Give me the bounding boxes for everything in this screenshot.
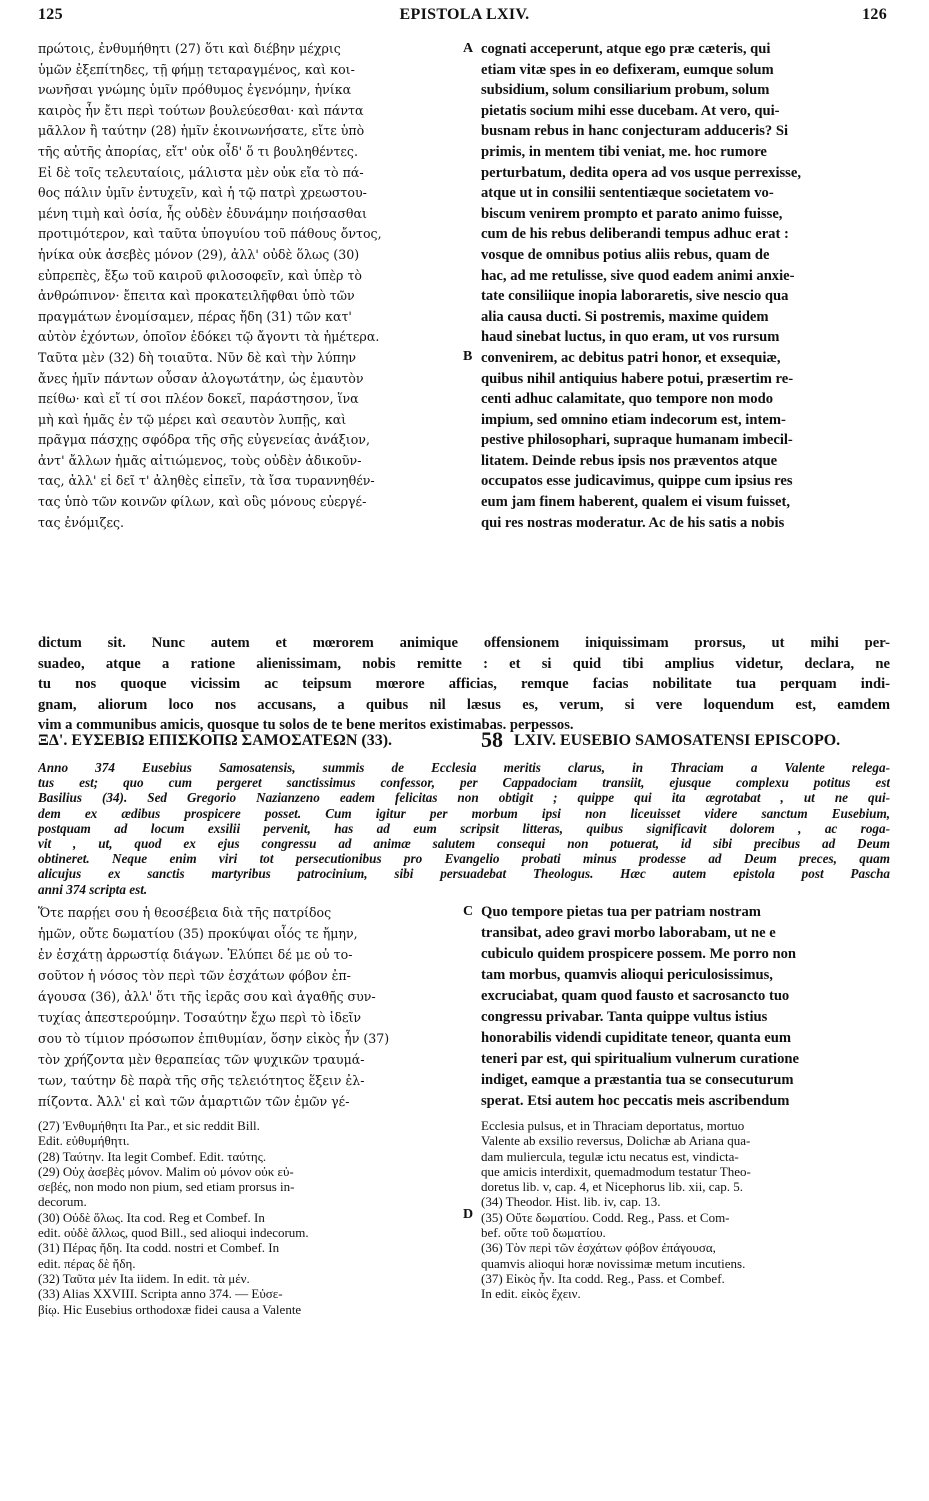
text-line: impium, sed omnino etiam indecorum est, intem-	[481, 411, 786, 428]
text-line: vim a communibus amicis, quosque tu solos de te bene meritos existimabas. perpessos.	[38, 717, 574, 734]
text-line: centi adhuc calamitate, quo tempore non modo	[481, 391, 774, 408]
footnote-line: (29) Οὐχ ἀσεβὲς μόνον. Malim οὐ μόνον οὐκ εὐ-	[38, 1163, 294, 1179]
text-line: perturbatum, dedita opera ad vos usque perrexisse,	[481, 164, 801, 181]
text-line: νωνῆσαι γνώμης ὑμῖν πρόθυμος ἐγενόμην, ἡνίκα	[38, 82, 352, 98]
footnote-line: que amicis interdixit, quemadmodum testatur Theo-	[481, 1163, 751, 1179]
footnote-line: dam muliercula, tegulæ ictu necatus est, vindicta-	[481, 1148, 739, 1164]
text-line: primis, in mentem tibi veniat, me. hoc rumore	[481, 143, 767, 160]
text-line: Ταῦτα μὲν (32) δὴ τοιαῦτα. Νῦν δὲ καὶ τὴν λύπην	[38, 349, 357, 365]
text-line: tu nos quoque vicissim ac teipsum mœrore afficias, remque facias nobilitate tua perquam indi-	[38, 676, 890, 693]
footnotes-left	[38, 1118, 458, 1317]
text-line: ἀνθρώπινον· ἔπειτα καὶ προκατειλῆφθαι ὑπὸ τῶν	[38, 288, 355, 304]
footnote-line: Valente ab exsilio reversus, Dolichæ ab Ariana qua-	[481, 1133, 751, 1149]
argument-line: dem ex ædibus prospicere posset. Cum igitur per morbum ipsi non liceuisset videre sanctum Eusebium,	[38, 805, 890, 821]
text-line: τας, ἀλλ' εἰ δεῖ τ' ἀληθὲς εἰπεῖν, τὰ ἴσα τυραννηθέν-	[38, 473, 375, 489]
letter-argument	[38, 760, 890, 897]
argument-line: postquam ad locum exsilii pervenit, has ad eum scripsit litteras, quibus significavit dolorem , ac roga-	[38, 820, 890, 836]
text-line: ἐν ἐσχάτῃ ἀρρωστίᾳ διάγων. Ἐλύπει δέ με οὐ το-	[38, 947, 353, 962]
text-line: τῆς αὐτῆς ἀπορίας, εἴτ' οὐκ οἶδ' ὅ τι βουληθέντες.	[38, 143, 358, 159]
text-line: cognati acceperunt, atque ego præ cæteris, qui	[481, 41, 771, 57]
text-line: μᾶλλον ἢ ταύτην (28) ἡμῖν ἐκοινωνήσατε, εἴτε ὑπὸ	[38, 123, 365, 139]
footnote-line: (27) Ἐνθυμήθητι Ita Par., et sic reddit Bill.	[38, 1118, 260, 1133]
argument-line: tus est; quo cum pergeret sanctissimus confessor, per Cappadociam transiit, ejusque complexu potitus est	[38, 775, 890, 791]
text-line: των, ταύτην δὲ παρὰ τῆς σῆς τελειότητος ἕξειν ἐλ-	[38, 1073, 365, 1088]
text-line: tate consiliique inopia laboraretis, sive nescio qua	[481, 288, 789, 305]
text-line: litatem. Deinde rebus ipsis nos præventos atque	[481, 452, 778, 469]
text-line: subsidium, solum consiliarium probum, solum	[481, 82, 770, 99]
text-line: εὐπρεπὲς, ἔξω τοῦ καιροῦ φιλοσοφεῖν, καὶ ὑπὲρ τὸ	[38, 267, 363, 283]
page-number-left: 125	[38, 6, 63, 23]
footnote-line: (28) Ταύτην. Ita legit Combef. Edit. ταύτης.	[38, 1148, 267, 1164]
text-line: αὐτὸν ἐχόντων, ὁποῖον ἐδόκει τῷ ἄγοντι τὰ ἡμέτερα.	[38, 329, 380, 345]
argument-line: vit , ut, quod ex ejus congressu ad animæ salutem consequi non potuerat, id sibi precibus ad Deum	[38, 836, 890, 852]
text-line: haud sinebat luctus, in quo eram, ut vos rursum	[481, 329, 780, 346]
text-line: ἄνες ἡμῖν πάντων οὖσαν ἀλογωτάτην, ὡς ἐμαυτὸν	[38, 370, 364, 386]
footnote-line: βίῳ. Hic Eusebius orthodoxæ fidei causa a Valente	[38, 1301, 302, 1317]
text-line: τὸν χρήζοντα μὲν θεραπείας τῶν ψυχικῶν τραυμά-	[38, 1052, 365, 1067]
text-line: θος πάλιν ὑμῖν ἐντυχεῖν, καὶ ἡ τῷ πατρὶ χρεωστου-	[38, 185, 367, 201]
text-line: cubiculo quidem prospicere possem. Me porro non	[481, 946, 796, 962]
footnote-line: (35) Οὔτε δωματίου. Codd. Reg., Pass. et Com-	[481, 1209, 730, 1225]
argument-line: Anno 374 Eusebius Samosatensis, summis de Ecclesia meritis clarus, in Thraciam a Valente relega-	[38, 760, 890, 775]
text-line: eum jam finem haberent, qualem ei visum fuisset,	[481, 494, 791, 511]
footnotes-right	[481, 1118, 890, 1302]
text-line: hac, ad me retulisse, sive quod eadem animi anxie-	[481, 267, 795, 284]
footnote-line: decorum.	[38, 1194, 87, 1210]
page-number-right: 126	[862, 6, 887, 23]
margin-marker-a: A	[463, 41, 474, 56]
text-line: τας ὑπὸ τῶν κοινῶν φίλων, καὶ οὓς μόνους εὐεργέ-	[38, 494, 367, 510]
text-line: τας ἐνόμιζες.	[38, 514, 125, 530]
latin-column-letter	[481, 902, 890, 1112]
text-line: atque ut in consilii sententiæque societatem vo-	[481, 185, 774, 202]
text-line: cum de his rebus deliberandi tempus adhuc erat :	[481, 226, 789, 243]
greek-column-letter	[38, 902, 458, 1112]
text-line: tam morbus, quamvis alioqui periculosissimus,	[481, 967, 773, 983]
text-line: προτιμότερον, καὶ ταῦτα ὑπογυίου τοῦ πάθους ὄντος,	[38, 226, 382, 242]
text-line: μὴ καὶ ἡμᾶς ἐν τῷ μέρει καὶ σεαυτὸν λυπῇς, καὶ	[38, 411, 347, 427]
text-line: quibus nihil antiquius habere potui, præsertim re-	[481, 370, 794, 387]
argument-line: anni 374 scripta est.	[38, 881, 148, 897]
text-line: alia causa ducti. Si postremis, maxime quidem	[481, 308, 769, 325]
text-line: ἡμῶν, οὔτε δωματίου (35) προκύψαι οἷός τε ἤμην,	[38, 926, 358, 941]
text-line: σοῦτον ἡ νόσος τὸν περὶ τῶν ἐσχάτων φόβον ἐπ-	[38, 968, 351, 983]
text-line: Ὅτε παρῄει σου ἡ θεοσέβεια διὰ τῆς πατρίδος	[38, 905, 332, 920]
text-line: congressu privabar. Tanta quippe vultus istius	[481, 1009, 768, 1025]
footnote-line: (33) Alias XXVIII. Scripta anno 374. — Εὐσε-	[38, 1286, 283, 1302]
footnote-line: Ecclesia pulsus, et in Thraciam deportatus, mortuo	[481, 1118, 745, 1133]
running-title: EPISTOLA LXIV.	[399, 6, 530, 23]
footnote-line: edit. πέρας δὲ ἤδη.	[38, 1255, 136, 1271]
footnote-line: Edit. εὐθυμήθητι.	[38, 1133, 130, 1149]
greek-letter-title: ΞΔ'. ΕΥΣΕΒΙΩ ΕΠΙΣΚΟΠΩ ΣΑΜΟΣΑΤΕΩΝ (33).	[38, 732, 393, 749]
text-line: biscum venirem prompto et parato animo fuisse,	[481, 205, 783, 222]
latin-column-top	[481, 39, 890, 533]
text-line: τυχίας ἀπεστερούμην. Τοσαύτην ἔχω περὶ τὸ ἰδεῖν	[38, 1010, 362, 1025]
footnote-line: (34) Theodor. Hist. lib. iv, cap. 13.	[481, 1194, 661, 1210]
text-line: καιρὸς ἦν ἔτι περὶ τούτων βουλεύεσθαι· καὶ πάντα	[38, 102, 364, 118]
text-line: qui res nostras moderatur. Ac de his satis a nobis	[481, 514, 785, 531]
text-line: Εἰ δὲ τοῖς τελευταίοις, μάλιστα μὲν οὐκ εἴα τὸ πά-	[38, 164, 364, 180]
latin-letter-title: LXIV. EUSEBIO SAMOSATENSI EPISCOPO.	[514, 732, 841, 749]
text-line: ἀντ' ἄλλων ἡμᾶς αἰτιώμενος, τοὺς οὐδὲν ἀδικοῦν-	[38, 452, 362, 468]
text-line: excruciabat, quam quod fausto et sacrosancto tuo	[481, 988, 790, 1004]
text-line: occupatos esse judicavimus, quippe cum ipsius res	[481, 473, 793, 490]
text-line: pietatis socium mihi esse ducebam. At vero, qui-	[481, 102, 780, 119]
argument-line: obtineret. Neque enim viri tot persecutionibus pro Evangelio probati minus prodesse ad Deum preces, quam	[38, 851, 890, 867]
text-line: πρᾶγμα πάσχῃς σφόδρα τῆς σῆς εὐγενείας ἀνάξιον,	[38, 432, 370, 448]
text-line: transibat, adeo gravi morbo laborabam, ut ne e	[481, 925, 776, 941]
text-line: sperat. Etsi autem hoc peccatis meis ascribendum	[481, 1093, 790, 1109]
footnote-line: (37) Εἰκὸς ἦν. Ita codd. Reg., Pass. et Combef.	[481, 1270, 725, 1286]
text-line: suadeo, atque a ratione alienissimam, nobis remitte : et si quid tibi amplius videtur, declara, ne	[38, 655, 890, 672]
text-line: indiget, eamque a præstantia tua se consecuturum	[481, 1072, 794, 1088]
footnote-line: (30) Οὐδὲ ὅλως. Ita cod. Reg et Combef. In	[38, 1209, 265, 1225]
text-line: Quo tempore pietas tua per patriam nostram	[481, 904, 761, 920]
greek-column-top	[38, 39, 458, 533]
argument-line: alicujus ex sanctis martyribus patrocinium, sibi persuadebat Theologus. Hæc autem epistola post Pascha	[38, 866, 890, 882]
text-line: πρώτοις, ἐνθυμήθητι (27) ὅτι καὶ διέβην μέχρις	[38, 41, 341, 56]
argument-line: Basilius (34). Sed Gregorio Nazianzeno eadem felicitas non obtigit ; quippe qui ita ægrotabat , ut ne qui-	[38, 790, 890, 806]
text-line: gnam, aliorum loco nos accusans, a quibus nil læsus es, verum, si vere loquendum est, eamdem	[38, 696, 890, 713]
text-line: σου τὸ τίμιον πρόσωπον ἐπιθυμίαν, ὅσην εἰκὸς ἦν (37)	[38, 1031, 390, 1046]
text-line: busnam rebus in hanc conjecturam adduceris? Si	[481, 123, 789, 140]
footnote-line: quamvis alioqui horæ novissimæ metum incutiens.	[481, 1255, 746, 1271]
text-line: πίζοντα. Ἀλλ' εἰ καὶ τῶν ἁμαρτιῶν τῶν ἐμῶν γέ-	[38, 1094, 350, 1109]
text-line: etiam vitæ spes in eo defixeram, eumque solum	[481, 61, 774, 78]
text-line: ἡνίκα οὐκ ἀσεβὲς μόνον (29), ἀλλ' οὐδὲ ὅλως (30)	[38, 246, 360, 262]
text-line: convenirem, ac debitus patri honor, et exsequiæ,	[481, 349, 781, 366]
text-line: πραγμάτων ἐνομίσαμεν, πέρας ἤδη (31) τῶν κατ'	[38, 308, 352, 324]
text-line: dictum sit. Nunc autem et mœrorem animique offensionem iniquissimam prorsus, ut mihi per-	[38, 635, 890, 651]
footnote-line: bef. οὔτε τοῦ δωματίου.	[481, 1225, 606, 1241]
text-line: honorabilis videndi cupiditate teneor, quanta eum	[481, 1030, 792, 1046]
footnote-line: (31) Πέρας ἤδη. Ita codd. nostri et Combef. In	[38, 1240, 280, 1256]
text-line: teneri par est, qui spiritualium vulnerum curatione	[481, 1051, 799, 1067]
footnote-line: In edit. εἰκὸς ἔχειν.	[481, 1286, 581, 1302]
margin-marker-c: C	[463, 904, 474, 919]
footnote-line: (32) Ταῦτα μέν Ita iidem. In edit. τὰ μέν.	[38, 1270, 250, 1286]
footnote-line: σεβές, non modo non pium, sed etiam prorsus in-	[38, 1179, 295, 1195]
full-width-text	[38, 633, 890, 736]
text-line: πείθω· καὶ εἴ τί σοι πλέον δοκεῖ, παράστησον, ἵνα	[38, 391, 359, 407]
footnote-line: doretus lib. v, cap. 4, et Nicephorus lib. xii, cap. 5.	[481, 1179, 743, 1195]
text-line: μένη τιμὴ καὶ ὁσία, ἧς οὐδὲν ἐδυνάμην ποιήσασθαι	[38, 205, 367, 221]
footnote-line: (36) Τὸν περὶ τῶν ἐσχάτων φόβον ἐπάγουσα,	[481, 1240, 716, 1256]
text-line: άγουσα (36), ἀλλ' ὅτι τῆς ἱερᾶς σου καὶ ἀγαθῆς συν-	[38, 989, 376, 1004]
margin-marker-d: D	[463, 1207, 474, 1222]
margin-marker-b: B	[463, 349, 473, 364]
footnote-line: edit. οὐδὲ ἄλλως, quod Bill., sed alioqui indecorum.	[38, 1225, 309, 1241]
text-line: pestive philosophari, supraque humanam imbecil-	[481, 432, 793, 449]
text-line: vosque de omnibus potius aliis rebus, quam de	[481, 246, 770, 263]
letter-number: 58	[481, 727, 503, 752]
text-line: ὑμῶν ἐξεπίτηδες, τῇ φήμῃ τεταραγμένος, καὶ κοι-	[38, 61, 355, 77]
